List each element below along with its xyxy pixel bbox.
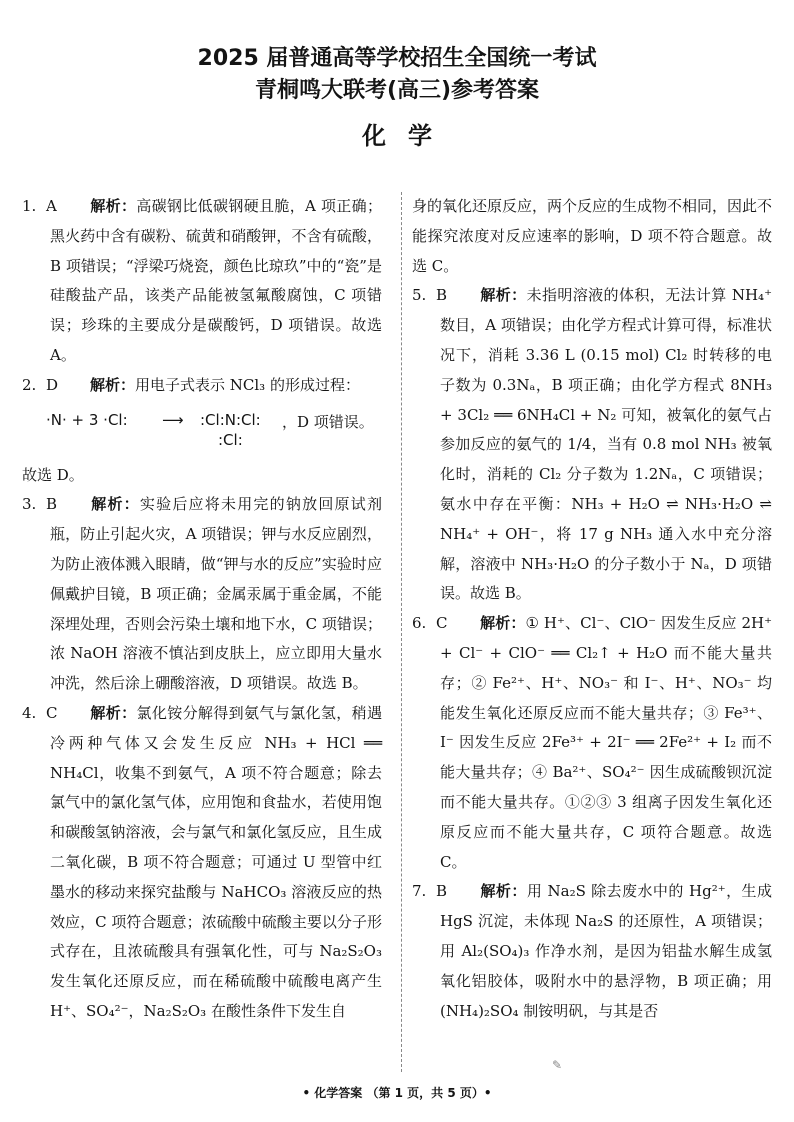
- question-number: 1.: [22, 197, 37, 215]
- answer-item-3: [22, 490, 382, 699]
- answer-item-5: [412, 281, 772, 609]
- analysis-label: 解析：: [90, 703, 137, 722]
- page-header: [0, 44, 794, 152]
- answer-choice: B: [46, 495, 58, 514]
- analysis-text: 高碳钢比低碳钢硬且脆，A 项正确；黑火药中含有碳粉、硫黄和硝酸钾，不含有硫酸，B 项错误；“浮梁巧烧瓷，颜色比琼玖”中的“瓷”是硅酸盐产品，该类产品能被氢氟酸腐蚀，C 项错误；珍珠的主要成分是碳酸钙，D 项错误。故选 A。: [50, 197, 382, 364]
- question-number: 6.: [412, 614, 427, 633]
- analysis-text: 未指明溶液的体积，无法计算 NH₄⁺ 数目，A 项错误；由化学方程式计算可得，标准状况下，消耗 3.36 L (0.15 mol) Cl₂ 时转移的电子数为 0.3Nₐ，B 项正确；由化学方程式 8NH₃ + 3Cl₂ ══ 6NH₄Cl + N₂ 可知，被氧化的氨气占参加反应的氨气的 1/4，当有 0.8 mol NH₃ 被氧化时，消耗的 Cl₂ 分子数为 1.2Nₐ，C 项错误；氨水中存在平衡：NH₃ + H₂O ⇌ NH₃·H₂O ⇌ NH₄⁺ + OH⁻，将 17 g NH₃ 通入水中充分溶解，溶液中 NH₃·H₂O 的分子数小于 Nₐ，D 项错误。故选 B。: [440, 286, 772, 603]
- equation-product: :Cl:N:Cl:: [200, 410, 261, 429]
- question-number: 5.: [412, 286, 427, 305]
- left-column: [22, 192, 382, 1027]
- answer-choice: B: [436, 286, 448, 305]
- question-number: 7.: [412, 882, 427, 901]
- answer-choice: B: [436, 882, 448, 901]
- question-number: 3.: [22, 495, 37, 514]
- electron-dot-equation: [22, 401, 382, 461]
- column-divider: [401, 192, 402, 1072]
- right-column: [412, 192, 772, 1026]
- analysis-text: 氯化铵分解得到氨气与氯化氢，稍遇冷两种气体又会发生反应 NH₃ + HCl ══ NH₄Cl，收集不到氨气，A 项不符合题意；除去氯气中的氯化氢气体，应用饱和食盐水，若使用饱和碳酸氢钠溶液，会与氯气和氯化氢反应，且生成二氧化碳，B 项不符合题意；可通过 U 型管中红墨水的移动来探究盐酸与 NaHCO₃ 溶液反应的热效应，C 项符合题意；浓硫酸中硫酸主要以分子形式存在，且浓硫酸具有强氧化性，可与 Na₂S₂O₃ 发生氧化还原反应，而在稀硫酸中硫酸电离产生 H⁺、SO₄²⁻，Na₂S₂O₃ 在酸性条件下发生自: [50, 703, 382, 1020]
- analysis-label: 解析：: [480, 286, 527, 305]
- answer-item-4: [22, 699, 382, 1027]
- answer-choice: C: [46, 703, 58, 722]
- equation-product-lower: :Cl:: [218, 430, 243, 449]
- answer-item-7: [412, 877, 772, 1026]
- question-number: 4.: [22, 703, 37, 722]
- answer-choice: A: [46, 197, 57, 215]
- analysis-label: 解析：: [480, 882, 527, 901]
- analysis-label: 解析：: [90, 375, 136, 394]
- analysis-label: 解析：: [480, 614, 526, 633]
- answer-item-2: [22, 371, 382, 491]
- answer-item-1: [22, 192, 382, 371]
- answer-item-4-continued: 身的氧化还原反应，两个反应的生成物不相同，因此不能探究浓度对反应速率的影响，D 项不符合题意。故选 C。: [412, 197, 773, 275]
- answer-item-6: [412, 609, 772, 877]
- answer-choice: D: [46, 375, 59, 394]
- equation-conclusion: ，D 项错误。: [282, 412, 374, 431]
- analysis-text: 用 Na₂S 除去废水中的 Hg²⁺，生成 HgS 沉淀，未体现 Na₂S 的还原性，A 项错误；用 Al₂(SO₄)₃ 作净水剂，是因为铝盐水解生成氢氧化铝胶体，吸附水中的悬浮物，B 项正确；用(NH₄)₂SO₄ 制铵明矾，与其是否: [440, 882, 772, 1020]
- equation-reactants: ·N· + 3 ·Cl:: [46, 410, 128, 429]
- subject-title: 化学: [362, 122, 454, 150]
- page-footer: • 化学答案 （第 1 页，共 5 页）•: [302, 1086, 492, 1100]
- exam-title: 2025 届普通高等学校招生全国统一考试: [197, 46, 597, 71]
- analysis-text: ① H⁺、Cl⁻、ClO⁻ 因发生反应 2H⁺ + Cl⁻ + ClO⁻ ══ Cl₂↑ + H₂O 而不能大量共存；② Fe²⁺、H⁺、NO₃⁻ 和 I⁻、H⁺、NO₃⁻ 均能发生氧化还原反应而不能大量共存；③ Fe³⁺、I⁻ 因发生反应 2Fe³⁺ + 2I⁻ ══ 2Fe²⁺ + I₂ 而不能大量共存；④ Ba²⁺、SO₄²⁻ 因生成硫酸钡沉淀而不能大量共存。①②③ 3 组离子因发生氧化还原反应而不能大量共存，C 项符合题意。故选 C。: [440, 614, 772, 871]
- analysis-label: 解析：: [90, 197, 137, 215]
- analysis-label: 解析：: [90, 495, 140, 514]
- analysis-text: 实验后应将未用完的钠放回原试剂瓶，防止引起火灾，A 项错误；钾与水反应剧烈，为防止液体溅入眼睛，做“钾与水的反应”实验时应佩戴护目镜，B 项正确；金属汞属于重金属，不能深埋处理，否则会污染土壤和地下水，C 项错误；浓 NaOH 溶液不慎沾到皮肤上，应立即用大量水冲洗，然后涂上硼酸溶液，D 项错误。故选 B。: [50, 495, 382, 693]
- stamp-icon: ✎: [552, 1058, 563, 1072]
- answer-conclusion: 故选 D。: [22, 465, 84, 484]
- answer-choice: C: [436, 614, 448, 633]
- reaction-arrow: ⟶: [162, 410, 184, 429]
- analysis-text: 用电子式表示 NCl₃ 的形成过程：: [135, 375, 360, 394]
- question-number: 2.: [22, 375, 37, 394]
- exam-subtitle: 青桐鸣大联考(高三)参考答案: [254, 78, 540, 103]
